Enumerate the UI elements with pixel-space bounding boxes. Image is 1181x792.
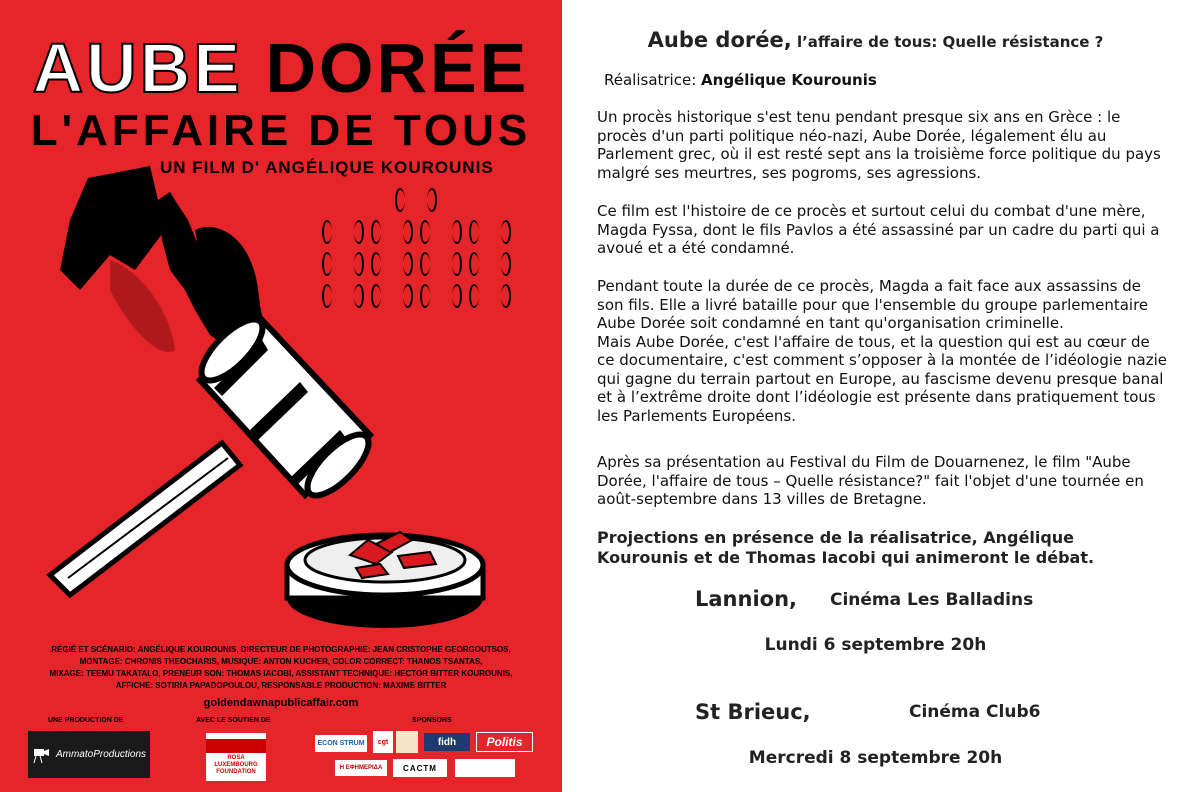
laurel-icon — [320, 218, 366, 242]
screening-city-lannion: Lannion, — [695, 587, 798, 611]
paragraph-battle — [597, 277, 1167, 425]
poster-title — [0, 29, 562, 107]
laurel-icon — [320, 250, 366, 274]
greek-union-logo — [455, 759, 515, 777]
ammato-logo-text: AmmatoProductions — [55, 749, 147, 760]
fidh-logo: fidh — [424, 733, 470, 751]
credit-line: RÉGIÉ ET SCÉNARIO: ANGÉLIQUE KOUROUNIS, DIRECTEUR DE PHOTOGRAPHIE: JEAN CRISTOPHE GEORGOUTSOS, — [51, 645, 511, 654]
laurel-icon — [320, 282, 366, 306]
production-label: UNE PRODUCTION DE — [48, 717, 124, 724]
screening-date-lannion: Lundi 6 septembre 20h — [764, 635, 987, 655]
cgt-logo: cgt — [373, 731, 393, 753]
laurel-icon — [418, 218, 464, 242]
festival-laurels — [318, 186, 514, 314]
director-label: Réalisatrice: — [604, 71, 702, 89]
screening-date-st-brieuc: Mercredi 8 septembre 20h — [748, 748, 1003, 768]
laurel-icon — [467, 282, 513, 306]
paragraph-trial: Un procès historique s'est tenu pendant presque six ans en Grèce : le procès d'un parti politique néo-nazi, Aube Dorée, légalement élu au Parlement grec, où il est resté sept ans la troisième force politique du pays malgré ses meurtres, ses pogroms, ses agressions. — [597, 108, 1161, 182]
document-title-rest: l’affaire de tous: Quelle résistance ? — [791, 33, 1104, 51]
ammato-productions-logo — [28, 731, 150, 778]
econ-strum-logo: ECON STRUM — [315, 735, 367, 752]
paragraph-battle-part2: Mais Aube Dorée, c'est l'affaire de tous, et la question qui est au cœur de ce documentaire, c'est comment s’opposer à la montée de l’idéologie nazie qui gagne du terrain partout en Europe, au fascisme devenu presque banal et à l’extrême droite dont l’idéologie est présente dans pratiquement tous les Parlements Européens. — [597, 332, 1167, 425]
poster-website: goldendawnapublicaffair.com — [203, 697, 359, 709]
laurel-icon — [418, 250, 464, 274]
illustration-sponsor-logo — [396, 731, 418, 753]
laurel-icon — [369, 218, 415, 242]
document-title — [562, 28, 1181, 52]
paragraph-tour: Après sa présentation au Festival du Film de Douarnenez, le film "Aube Dorée, l'affaire de tous – Quelle résistance?" fait l'objet d'une tournée en août-septembre dans 13 villes de Bretagne. — [597, 453, 1144, 508]
event-description — [562, 0, 1181, 792]
laurel-icon — [393, 186, 439, 210]
director-line — [604, 71, 877, 89]
paragraph-battle-part1: Pendant toute la durée de ce procès, Magda a fait face aux assassins de son fils. Elle a livré bataille pour que l'ensemble du groupe parlementaire Aube Dorée soit condamné en tant qu'organisation criminelle. — [597, 277, 1149, 332]
laurel-icon — [467, 218, 513, 242]
credit-line: MIXAGE: TEEMU TAKATALO, PRENEUR SON: THOMAS IACOBI, ASSISTANT TECHNIQUE: HECTOR BITTER KOUROUNIS, — [49, 669, 513, 678]
paragraph-projections: Projections en présence de la réalisatrice, Angélique Kourounis et de Thomas Iacobi qui animeront le débat. — [597, 528, 1095, 567]
support-label: AVEC LE SOUTIEN DE — [196, 717, 271, 724]
camera-icon — [32, 746, 50, 764]
poster-credits — [0, 644, 562, 692]
poster-title-word-aube: AUBE — [32, 29, 243, 107]
poster-title-line2: L'AFFAIRE DE TOUS — [30, 106, 532, 155]
poster-title-word-doree: DORÉE — [265, 29, 530, 107]
laurel-icon — [369, 250, 415, 274]
laurel-icon — [467, 250, 513, 274]
laurel-icon — [418, 282, 464, 306]
gavel-handle — [50, 443, 240, 595]
credit-line: MONTAGE: CHRONIS THEOCHARIS, MUSIQUE: ANTON KUCHER, COLOR CORRECT: THANOS TSANTAS, — [79, 657, 483, 666]
paragraph-mother: Ce film est l'histoire de ce procès et surtout celui du combat d'une mère, Magda Fyssa, dont le fils Pavlos a été assassiné par un cadre du parti qui a avoué et a été condamné. — [597, 202, 1160, 257]
screening-cinema-st-brieuc: Cinéma Club6 — [909, 702, 1041, 722]
sponsors-label: SPONSORS — [412, 717, 452, 724]
laurel-icon — [369, 282, 415, 306]
politis-logo: Politis — [476, 732, 533, 752]
screening-cinema-lannion: Cinéma Les Balladins — [830, 590, 1034, 610]
credit-line: AFFICHE: SOTIRIA PAPADOPOULOU, RESPONSABLE PRODUCTION: MAXIME BITTER — [115, 681, 447, 690]
document-title-main: Aube dorée, — [647, 28, 792, 52]
cactm-logo: CACTM — [393, 759, 447, 777]
director-name: Angélique Kourounis — [701, 71, 877, 89]
efimerida-logo: Η ΕΦΗΜΕΡΙΔΑ — [335, 760, 387, 776]
poster-subtitle: UN FILM D' ANGÉLIQUE KOUROUNIS — [160, 158, 494, 177]
screening-city-st-brieuc: St Brieuc, — [695, 700, 811, 724]
rosa-luxemburg-logo — [206, 733, 266, 781]
rosa-logo-text: ROSA LUXEMBOURG FOUNDATION — [214, 754, 258, 775]
film-poster — [0, 0, 562, 792]
